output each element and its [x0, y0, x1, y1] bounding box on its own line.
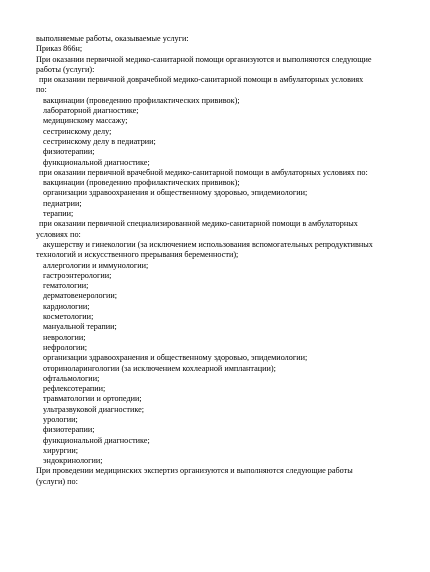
list-item: травматологии и ортопедии; [43, 394, 142, 404]
list-item: вакцинации (проведению профилактических прививок); [43, 178, 240, 188]
list-item: сестринскому делу в педиатрии; [43, 136, 156, 146]
list-item: вакцинации (проведению профилактических прививок); [43, 95, 240, 105]
list-item: медицинскому массажу; [43, 116, 128, 126]
subsection-physician: при оказании первичной врачебной медико-санитарной помощи в амбулаторных условиях по: [39, 167, 368, 177]
list-item: организации здравоохранения и общественному здоровью, эпидемиологии; [43, 188, 308, 198]
list-item: дерматовенерологии; [43, 291, 118, 301]
list-item: ультразвуковой диагностике; [43, 404, 145, 414]
list-item: акушерству и гинекологии (за исключением использования вспомогательных репродуктивных [43, 239, 373, 249]
list-item: сестринскому делу; [43, 126, 112, 136]
list-item: оториноларингологии (за исключением кохлеарной имплантации); [43, 363, 276, 373]
list-item-cont: технологий и искусственного прерывания беременности); [36, 250, 239, 260]
list-item: кардиологии; [43, 301, 90, 311]
section-heading-primary-care: При оказании первичной медико-санитарной помощи организуются и выполняются следующие [36, 54, 372, 64]
list-item: гастроэнтерологии; [43, 270, 112, 280]
list-item: косметологии; [43, 312, 94, 322]
list-item: педиатрии; [43, 198, 82, 208]
document-body [36, 34, 404, 487]
section-heading-expertise: При проведении медицинских экспертиз организуются и выполняются следующие работы [36, 466, 353, 476]
list-item: неврологии; [43, 332, 86, 342]
list-item: функциональной диагностике; [43, 435, 150, 445]
order-reference: Приказ 866н; [36, 44, 83, 54]
list-item: лабораторной диагностике; [43, 106, 139, 116]
list-item: мануальной терапии; [43, 322, 117, 332]
section-heading-expertise-cont: (услуги) по: [36, 476, 78, 486]
list-item: урологии; [43, 414, 78, 424]
list-item: организации здравоохранения и общественному здоровью, эпидемиологии; [43, 353, 308, 363]
list-item: аллергологии и иммунологии; [43, 260, 149, 270]
list-item: физиотерапии; [43, 147, 95, 157]
section-heading-primary-care-cont: работы (услуги): [36, 64, 95, 74]
list-item: офтальмологии; [43, 373, 100, 383]
list-item: нефрологии; [43, 342, 88, 352]
subsection-prehospital-cont: по: [36, 85, 47, 95]
list-item: функциональной диагностике; [43, 157, 150, 167]
list-item: рефлексотерапии; [43, 384, 106, 394]
subsection-prehospital: при оказании первичной доврачебной медико-санитарной помощи в амбулаторных условиях [39, 75, 364, 85]
subsection-specialized-cont: условиях по: [36, 229, 81, 239]
list-item: эндокринологии; [43, 456, 103, 466]
list-item: гематологии; [43, 281, 89, 291]
text-line-intro: выполняемые работы, оказываемые услуги: [36, 34, 189, 43]
list-item: хирургии; [43, 445, 79, 455]
list-item: физиотерапии; [43, 425, 95, 435]
subsection-specialized: при оказании первичной специализированной медико-санитарной помощи в амбулаторных [39, 219, 358, 229]
list-item: терапии; [43, 209, 74, 219]
